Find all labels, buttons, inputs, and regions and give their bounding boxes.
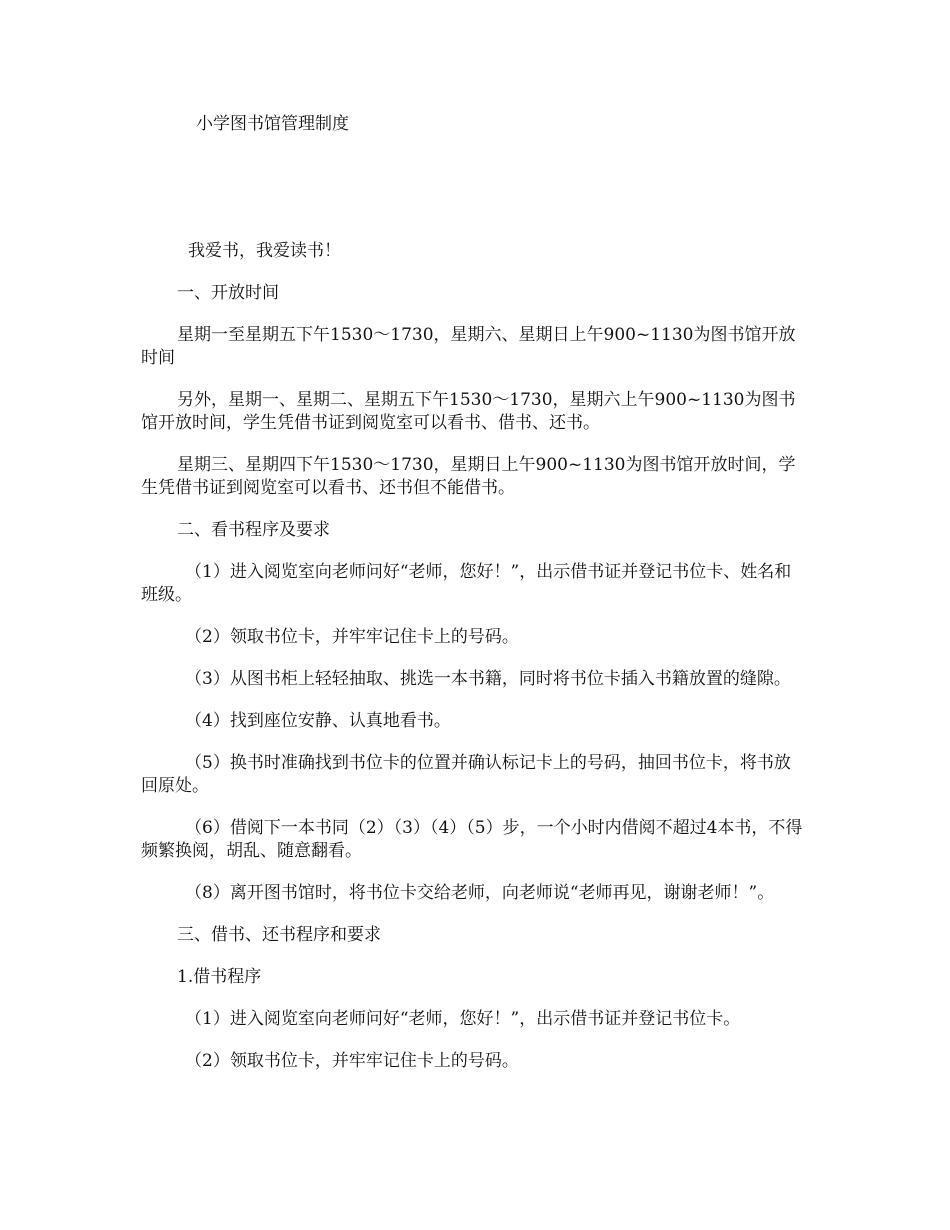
section-heading-opening-hours: 一、开放时间: [177, 283, 279, 303]
document-title: 小学图书馆管理制度: [196, 114, 349, 134]
document-body: [141, 240, 806, 1092]
list-item: （4）找到座位安静、认真地看书。: [185, 711, 451, 731]
subsection-heading-borrow-procedure: 1.借书程序: [177, 967, 262, 987]
list-item: （1）进入阅览室向老师问好“老师，您好！”，出示借书证并登记书位卡、姓名和班级。: [141, 562, 792, 605]
list-item: （2）领取书位卡，并牢牢记住卡上的号码。: [185, 1051, 519, 1071]
list-item: （1）进入阅览室向老师问好“老师，您好！”，出示借书证并登记书位卡。: [185, 1009, 741, 1029]
list-item: （6）借阅下一本书同（2）（3）（4）（5）步，一个小时内借阅不超过4本书，不得频繁换阅，胡乱、随意翻看。: [141, 818, 803, 861]
section-heading-reading-procedure: 二、看书程序及要求: [177, 520, 330, 540]
list-item: （8）离开图书馆时，将书位卡交给老师，向老师说“老师再见，谢谢老师！”。: [185, 883, 775, 903]
section-heading-borrow-return: 三、借书、还书程序和要求: [177, 925, 381, 945]
list-item: （3）从图书柜上轻轻抽取、挑选一本书籍，同时将书位卡插入书籍放置的缝隙。: [185, 669, 791, 689]
list-item: （2）领取书位卡，并牢牢记住卡上的号码。: [185, 627, 519, 647]
paragraph-reading-only-hours: 星期三、星期四下午1530～1730，星期日上午900~1130为图书馆开放时间，学生凭借书证到阅览室可以看书、还书但不能借书。: [141, 455, 796, 498]
paragraph-opening-hours: 星期一至星期五下午1530～1730，星期六、星期日上午900~1130为图书馆开放时间: [141, 325, 796, 368]
motto-line: 我爱书，我爱读书！: [188, 241, 341, 261]
paragraph-lending-hours: 另外，星期一、星期二、星期五下午1530～1730，星期六上午900~1130为图书馆开放时间，学生凭借书证到阅览室可以看书、借书、还书。: [141, 390, 796, 433]
list-item: （5）换书时准确找到书位卡的位置并确认标记卡上的号码，抽回书位卡，将书放回原处。: [141, 753, 791, 796]
